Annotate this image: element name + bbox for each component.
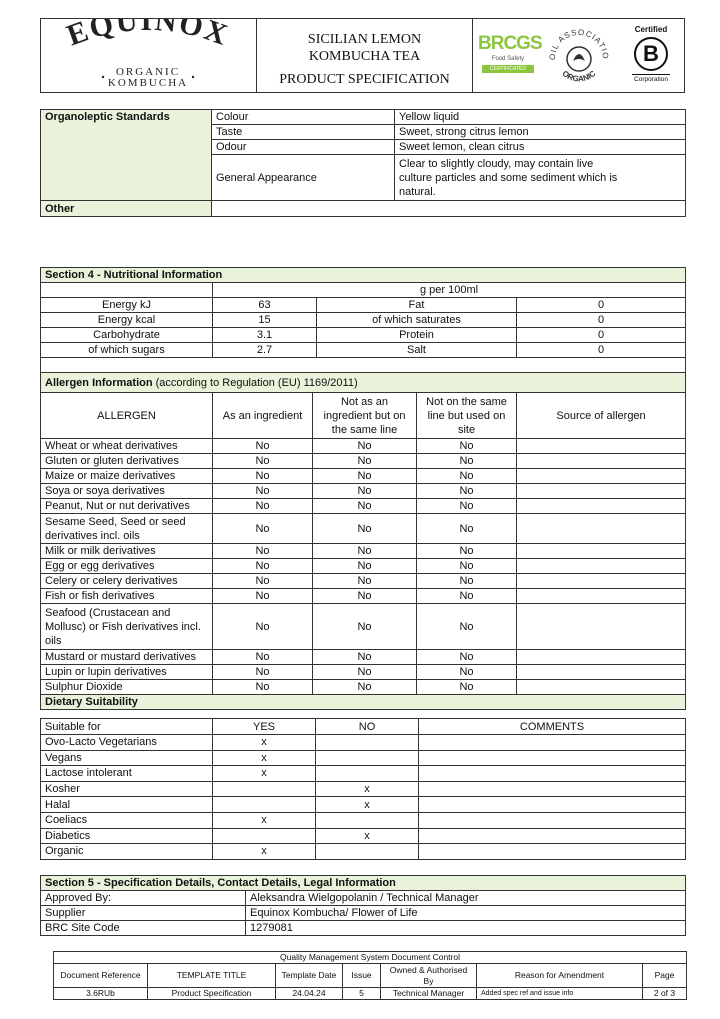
allergen-source bbox=[517, 514, 686, 544]
allergen-row bbox=[41, 665, 686, 680]
dietary-yes bbox=[213, 797, 316, 813]
nutrient-name: Energy kcal bbox=[41, 313, 213, 328]
allergen-name: Egg or egg derivatives bbox=[41, 559, 213, 574]
allergen-on-site: No bbox=[417, 514, 517, 544]
allergen-as-ingredient: No bbox=[213, 439, 313, 454]
allergen-as-ingredient: No bbox=[213, 484, 313, 499]
dietary-comment bbox=[419, 828, 686, 844]
dietary-yes: x bbox=[213, 766, 316, 782]
allergen-on-site: No bbox=[417, 574, 517, 589]
organoleptic-name: Taste bbox=[212, 125, 395, 140]
allergen-same-line: No bbox=[313, 544, 417, 559]
allergen-row bbox=[41, 544, 686, 559]
allergen-same-line: No bbox=[313, 680, 417, 695]
dietary-row bbox=[41, 750, 686, 766]
document-control-table bbox=[53, 951, 687, 1000]
allergen-same-line: No bbox=[313, 454, 417, 469]
svg-text:EQUINOX bbox=[63, 19, 234, 52]
allergen-as-ingredient: No bbox=[213, 589, 313, 604]
nutrient-value: 2.7 bbox=[213, 343, 317, 358]
allergen-title: Allergen Information (according to Regulation (EU) 1169/2011) bbox=[41, 373, 686, 393]
allergen-col-header: Not on the same line but used on site bbox=[417, 393, 517, 439]
nutrition-allergen-table bbox=[40, 267, 686, 710]
dietary-row bbox=[41, 812, 686, 828]
allergen-source bbox=[517, 604, 686, 650]
dietary-no bbox=[316, 812, 419, 828]
nutrient-name: Carbohydrate bbox=[41, 328, 213, 343]
allergen-same-line: No bbox=[313, 650, 417, 665]
equinox-logo bbox=[41, 19, 257, 92]
allergen-on-site: No bbox=[417, 544, 517, 559]
allergen-on-site: No bbox=[417, 499, 517, 514]
organoleptic-name: General Appearance bbox=[212, 155, 395, 201]
dietary-yes bbox=[213, 828, 316, 844]
footer-value: 24.04.24 bbox=[276, 988, 343, 1000]
organoleptic-value: Clear to slightly cloudy, may contain live culture particles and some sediment which is natural. bbox=[395, 155, 686, 201]
allergen-row bbox=[41, 439, 686, 454]
footer-col-header: TEMPLATE TITLE bbox=[148, 964, 276, 988]
section5-value: Aleksandra Wielgopolanin / Technical Manager bbox=[246, 891, 686, 906]
organoleptic-label: Organoleptic Standards bbox=[41, 110, 212, 201]
dietary-no bbox=[316, 735, 419, 751]
dietary-yes bbox=[213, 781, 316, 797]
allergen-on-site: No bbox=[417, 439, 517, 454]
brand-name: EQUINOX bbox=[62, 19, 234, 53]
allergen-name: Fish or fish derivatives bbox=[41, 589, 213, 604]
dietary-name: Organic bbox=[41, 844, 213, 860]
allergen-on-site: No bbox=[417, 680, 517, 695]
dietary-row bbox=[41, 797, 686, 813]
allergen-as-ingredient: No bbox=[213, 469, 313, 484]
allergen-source bbox=[517, 680, 686, 695]
dietary-yes: x bbox=[213, 735, 316, 751]
allergen-on-site: No bbox=[417, 559, 517, 574]
footer-col-header: Page bbox=[643, 964, 687, 988]
dietary-row bbox=[41, 781, 686, 797]
allergen-name: Celery or celery derivatives bbox=[41, 574, 213, 589]
allergen-row bbox=[41, 454, 686, 469]
allergen-source bbox=[517, 439, 686, 454]
allergen-as-ingredient: No bbox=[213, 665, 313, 680]
allergen-source bbox=[517, 499, 686, 514]
allergen-row bbox=[41, 469, 686, 484]
dietary-comment bbox=[419, 766, 686, 782]
allergen-name: Gluten or gluten derivatives bbox=[41, 454, 213, 469]
allergen-name: Sesame Seed, Seed or seed derivatives incl. oils bbox=[41, 514, 213, 544]
nutrient-name: Fat bbox=[317, 298, 517, 313]
allergen-as-ingredient: No bbox=[213, 574, 313, 589]
allergen-row bbox=[41, 650, 686, 665]
organoleptic-name: Colour bbox=[212, 110, 395, 125]
organoleptic-value: Yellow liquid bbox=[395, 110, 686, 125]
allergen-same-line: No bbox=[313, 469, 417, 484]
footer-col-header: Issue bbox=[343, 964, 381, 988]
dietary-no bbox=[316, 766, 419, 782]
soil-association-logo bbox=[545, 23, 613, 89]
allergen-name: Wheat or wheat derivatives bbox=[41, 439, 213, 454]
nutrition-unit: g per 100ml bbox=[213, 283, 686, 298]
dietary-col-header: COMMENTS bbox=[419, 719, 686, 735]
dietary-no bbox=[316, 750, 419, 766]
footer-value: Added spec ref and issue info bbox=[477, 988, 643, 1000]
allergen-on-site: No bbox=[417, 665, 517, 680]
allergen-name: Maize or maize derivatives bbox=[41, 469, 213, 484]
footer-col-header: Template Date bbox=[276, 964, 343, 988]
certification-logos bbox=[473, 19, 685, 92]
document-control-title: Quality Management System Document Control bbox=[54, 952, 687, 964]
dietary-row bbox=[41, 766, 686, 782]
footer-value: 3.6RUb bbox=[54, 988, 148, 1000]
doc-title: PRODUCT SPECIFICATION bbox=[279, 72, 450, 87]
document-header bbox=[40, 18, 685, 93]
dietary-col-header: NO bbox=[316, 719, 419, 735]
nutrient-value: 0 bbox=[517, 313, 686, 328]
bcorp-logo: Certified B Corporation bbox=[623, 25, 679, 87]
product-name: SICILIAN LEMON KOMBUCHA TEA bbox=[307, 32, 422, 64]
brand-sub1: ORGANIC bbox=[115, 66, 181, 78]
nutrient-name: Energy kJ bbox=[41, 298, 213, 313]
footer-col-header: Reason for Amendment bbox=[477, 964, 643, 988]
dietary-no bbox=[316, 844, 419, 860]
nutrient-value: 3.1 bbox=[213, 328, 317, 343]
allergen-row bbox=[41, 680, 686, 695]
section4-title: Section 4 - Nutritional Information bbox=[41, 268, 686, 283]
section5-value: 1279081 bbox=[246, 921, 686, 936]
dietary-name: Vegans bbox=[41, 750, 213, 766]
dietary-yes: x bbox=[213, 844, 316, 860]
nutrient-value: 0 bbox=[517, 343, 686, 358]
svg-text:ORGANIC: ORGANIC bbox=[560, 68, 598, 84]
section5-name: BRC Site Code bbox=[41, 921, 246, 936]
allergen-on-site: No bbox=[417, 454, 517, 469]
nutrient-name: of which saturates bbox=[317, 313, 517, 328]
allergen-as-ingredient: No bbox=[213, 514, 313, 544]
allergen-same-line: No bbox=[313, 499, 417, 514]
allergen-source bbox=[517, 665, 686, 680]
allergen-on-site: No bbox=[417, 650, 517, 665]
section5-title: Section 5 - Specification Details, Contact Details, Legal Information bbox=[41, 876, 686, 891]
allergen-name: Mustard or mustard derivatives bbox=[41, 650, 213, 665]
allergen-col-header: As an ingredient bbox=[213, 393, 313, 439]
dietary-col-header: YES bbox=[213, 719, 316, 735]
allergen-col-header: ALLERGEN bbox=[41, 393, 213, 439]
svg-text:SOIL ASSOCIATION: OIL ASSOCIATIO bbox=[547, 27, 611, 61]
allergen-on-site: No bbox=[417, 604, 517, 650]
allergen-same-line: No bbox=[313, 665, 417, 680]
dietary-comment bbox=[419, 750, 686, 766]
footer-col-header: Owned & Authorised By bbox=[381, 964, 477, 988]
allergen-on-site: No bbox=[417, 589, 517, 604]
other-value bbox=[212, 201, 686, 217]
footer-col-header: Document Reference bbox=[54, 964, 148, 988]
allergen-col-header: Source of allergen bbox=[517, 393, 686, 439]
allergen-on-site: No bbox=[417, 469, 517, 484]
dietary-comment bbox=[419, 844, 686, 860]
allergen-name: Lupin or lupin derivatives bbox=[41, 665, 213, 680]
nutrient-name: of which sugars bbox=[41, 343, 213, 358]
organoleptic-name: Odour bbox=[212, 140, 395, 155]
dietary-yes: x bbox=[213, 812, 316, 828]
section5-table bbox=[40, 875, 686, 936]
allergen-source bbox=[517, 544, 686, 559]
allergen-as-ingredient: No bbox=[213, 680, 313, 695]
section5-value: Equinox Kombucha/ Flower of Life bbox=[246, 906, 686, 921]
allergen-same-line: No bbox=[313, 559, 417, 574]
allergen-source bbox=[517, 574, 686, 589]
dietary-col-header: Suitable for bbox=[41, 719, 213, 735]
footer-value: 5 bbox=[343, 988, 381, 1000]
allergen-row bbox=[41, 514, 686, 544]
allergen-same-line: No bbox=[313, 574, 417, 589]
dietary-name: Coeliacs bbox=[41, 812, 213, 828]
allergen-as-ingredient: No bbox=[213, 499, 313, 514]
allergen-name: Sulphur Dioxide bbox=[41, 680, 213, 695]
nutrient-name: Protein bbox=[317, 328, 517, 343]
dietary-row bbox=[41, 828, 686, 844]
dietary-comment bbox=[419, 735, 686, 751]
allergen-row bbox=[41, 499, 686, 514]
section5-name: Supplier bbox=[41, 906, 246, 921]
allergen-source bbox=[517, 469, 686, 484]
dietary-no: x bbox=[316, 797, 419, 813]
allergen-same-line: No bbox=[313, 589, 417, 604]
dietary-name: Ovo-Lacto Vegetarians bbox=[41, 735, 213, 751]
dietary-comment bbox=[419, 781, 686, 797]
allergen-as-ingredient: No bbox=[213, 544, 313, 559]
allergen-row bbox=[41, 484, 686, 499]
allergen-row bbox=[41, 589, 686, 604]
dietary-name: Halal bbox=[41, 797, 213, 813]
other-label: Other bbox=[41, 201, 212, 217]
nutrient-name: Salt bbox=[317, 343, 517, 358]
organoleptic-value: Sweet lemon, clean citrus bbox=[395, 140, 686, 155]
allergen-as-ingredient: No bbox=[213, 650, 313, 665]
allergen-name: Peanut, Nut or nut derivatives bbox=[41, 499, 213, 514]
allergen-row bbox=[41, 559, 686, 574]
allergen-source bbox=[517, 559, 686, 574]
dietary-comment bbox=[419, 797, 686, 813]
allergen-same-line: No bbox=[313, 604, 417, 650]
nutrient-value: 0 bbox=[517, 328, 686, 343]
allergen-source bbox=[517, 650, 686, 665]
dietary-table bbox=[40, 718, 686, 860]
nutrient-value: 15 bbox=[213, 313, 317, 328]
dietary-name: Diabetics bbox=[41, 828, 213, 844]
allergen-col-header: Not as an ingredient but on the same line bbox=[313, 393, 417, 439]
dietary-name: Lactose intolerant bbox=[41, 766, 213, 782]
title-block bbox=[257, 19, 473, 92]
nutrient-value: 63 bbox=[213, 298, 317, 313]
allergen-name: Milk or milk derivatives bbox=[41, 544, 213, 559]
dietary-title: Dietary Suitability bbox=[41, 695, 686, 710]
allergen-name: Soya or soya derivatives bbox=[41, 484, 213, 499]
footer-value: 2 of 3 bbox=[643, 988, 687, 1000]
allergen-source bbox=[517, 454, 686, 469]
brand-sub2: KOMBUCHA bbox=[107, 77, 189, 89]
allergen-as-ingredient: No bbox=[213, 559, 313, 574]
dietary-comment bbox=[419, 812, 686, 828]
brcgs-logo: BRCGS Food Safety CERTIFICATED bbox=[478, 33, 542, 72]
section5-name: Approved By: bbox=[41, 891, 246, 906]
dietary-no: x bbox=[316, 781, 419, 797]
allergen-on-site: No bbox=[417, 484, 517, 499]
allergen-source bbox=[517, 589, 686, 604]
allergen-same-line: No bbox=[313, 484, 417, 499]
allergen-same-line: No bbox=[313, 439, 417, 454]
allergen-as-ingredient: No bbox=[213, 604, 313, 650]
dietary-row bbox=[41, 735, 686, 751]
dietary-no: x bbox=[316, 828, 419, 844]
dietary-yes: x bbox=[213, 750, 316, 766]
allergen-row bbox=[41, 574, 686, 589]
organoleptic-table bbox=[40, 109, 686, 217]
dietary-name: Kosher bbox=[41, 781, 213, 797]
allergen-row bbox=[41, 604, 686, 650]
allergen-source bbox=[517, 484, 686, 499]
allergen-name: Seafood (Crustacean and Mollusc) or Fish derivatives incl. oils bbox=[41, 604, 213, 650]
organoleptic-value: Sweet, strong citrus lemon bbox=[395, 125, 686, 140]
nutrient-value: 0 bbox=[517, 298, 686, 313]
footer-value: Technical Manager bbox=[381, 988, 477, 1000]
allergen-same-line: No bbox=[313, 514, 417, 544]
dietary-row bbox=[41, 844, 686, 860]
footer-value: Product Specification bbox=[148, 988, 276, 1000]
allergen-as-ingredient: No bbox=[213, 454, 313, 469]
